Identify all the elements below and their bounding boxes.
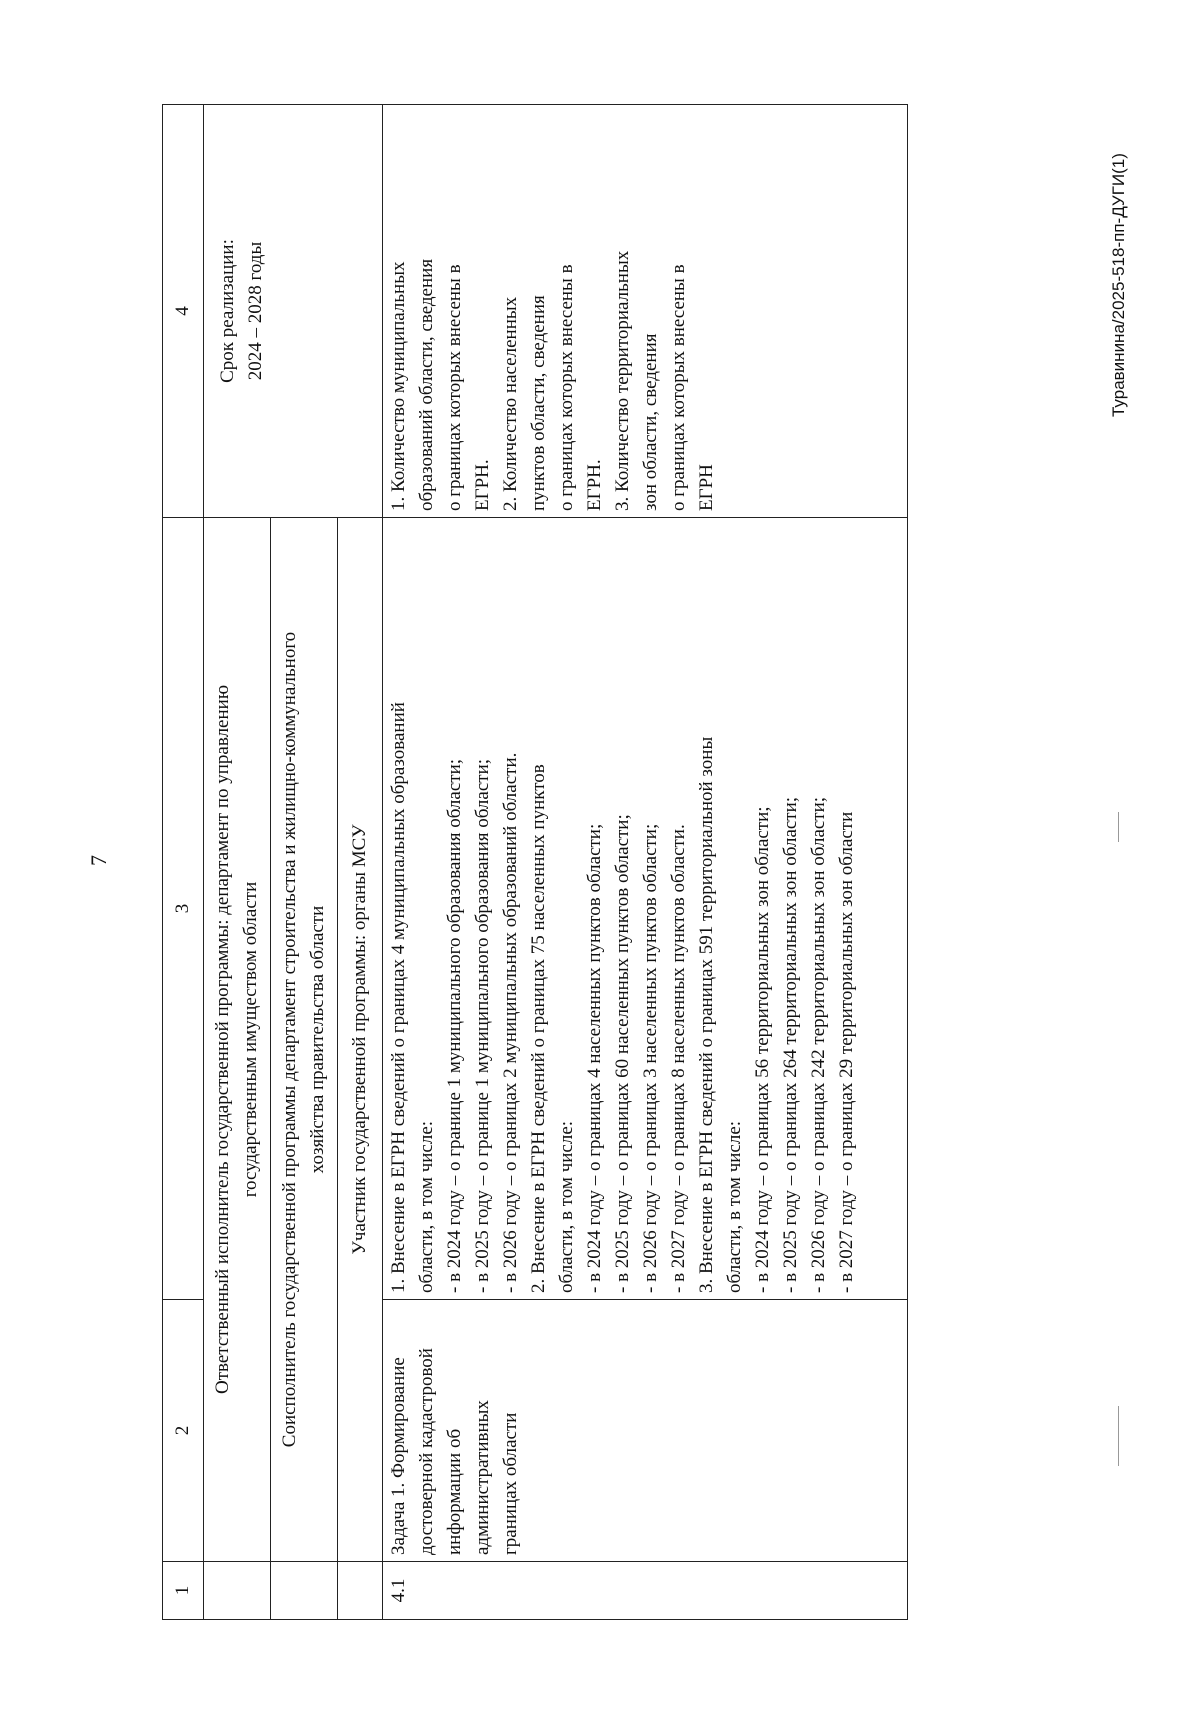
effects-line: 3. Внесение в ЕГРН сведений о границах 591 территориальной зоны — [696, 736, 717, 1293]
scan-mark — [1118, 1406, 1119, 1466]
indicators-line: о границах которых внесены в — [556, 264, 577, 511]
column-header-1: 1 — [163, 1562, 204, 1620]
task-line: границах области — [500, 1412, 521, 1555]
term-years: 2024 – 2028 годы — [245, 241, 266, 381]
effects-line: 1. Внесение в ЕГРН сведений о границах 4 муниципальных образований — [388, 702, 409, 1293]
row-number: 4.1 — [383, 1562, 908, 1620]
coexecutor-cell — [271, 518, 338, 1562]
effects-line: - в 2025 году – о границе 1 муниципального образования области; — [472, 758, 493, 1293]
effects-line: - в 2026 году – о границах 242 территориальных зон области; — [808, 796, 829, 1293]
indicators-cell — [383, 105, 908, 518]
effects-line: области, в том числе: — [724, 1120, 745, 1293]
scan-mark — [1118, 812, 1119, 842]
page-number: 7 — [86, 855, 111, 866]
indicators-line: о границах которых внесены в — [444, 264, 465, 511]
responsible-line: государственным имуществом области — [240, 881, 261, 1198]
effects-line: - в 2025 году – о границах 60 населенных пунктов области; — [612, 814, 633, 1293]
column-header-2: 2 — [163, 1300, 204, 1562]
effects-cell — [383, 518, 908, 1300]
responsible-executor-cell — [204, 518, 271, 1562]
effects-line: - в 2026 году – о границах 3 населенных пунктов области; — [640, 823, 661, 1293]
indicators-line: 2. Количество населенных — [500, 296, 521, 511]
effects-line: - в 2024 году – о границах 4 населенных пунктов области; — [584, 823, 605, 1293]
effects-line: области, в том числе: — [556, 1120, 577, 1293]
indicators-line: зон области, сведения — [640, 333, 661, 511]
effects-line: области, в том числе: — [416, 1120, 437, 1293]
responsible-row — [204, 105, 271, 1620]
term-label: Срок реализации: — [217, 239, 238, 383]
indicators-line: 1. Количество муниципальных — [388, 261, 409, 511]
indicators-line: пунктов области, сведения — [528, 295, 549, 511]
task-line: Задача 1. Формирование — [388, 1357, 409, 1555]
participant-cell: Участник государственной программы: органы МСУ — [338, 518, 383, 1562]
effects-line: - в 2024 году – о границах 56 территориальных зон области; — [752, 806, 773, 1293]
task-cell — [383, 1300, 908, 1562]
table-row-4-1 — [383, 105, 908, 1620]
responsible-line: Ответственный исполнитель государственной программы: департамент по управлению — [212, 684, 233, 1395]
indicators-line: ЕГРН. — [584, 459, 605, 511]
responsible-empty-cell — [204, 1562, 271, 1620]
coexecutor-empty-cell — [271, 1562, 338, 1620]
effects-line: 2. Внесение в ЕГРН сведений о границах 75 населенных пунктов — [528, 764, 549, 1293]
effects-line: - в 2025 году – о границах 264 территориальных зон области; — [780, 796, 801, 1293]
indicators-line: образований области, сведения — [416, 258, 437, 511]
indicators-line: 3. Количество территориальных — [612, 250, 633, 511]
participant-empty-cell — [338, 1562, 383, 1620]
effects-line: - в 2027 году – о границах 8 населенных пунктов области. — [668, 824, 689, 1293]
header-row — [163, 105, 204, 1620]
document-code: Туравинина/2025-518-пп-ДУГИ(1) — [1109, 153, 1128, 417]
effects-line: - в 2026 году – о границах 2 муниципальных образований области. — [500, 752, 521, 1293]
coexecutor-line: Соисполнитель государственной программы департамент строительства и жилищно-коммунального — [279, 631, 300, 1448]
rotated-table-container — [162, 105, 939, 1620]
indicators-line: ЕГРН. — [472, 459, 493, 511]
coexecutor-line: хозяйства правительства области — [307, 905, 328, 1174]
column-header-4: 4 — [163, 105, 204, 518]
indicators-line: о границах которых внесены в — [668, 264, 689, 511]
effects-line: - в 2024 году – о границе 1 муниципального образования области; — [444, 758, 465, 1293]
term-cell — [204, 105, 383, 518]
task-line: административных — [472, 1400, 493, 1555]
task-line: достоверной кадастровой — [416, 1348, 437, 1555]
column-header-3: 3 — [163, 518, 204, 1300]
indicators-line: ЕГРН — [696, 464, 717, 511]
effects-line: - в 2027 году – о границах 29 территориальных зон области — [836, 811, 857, 1293]
program-table — [162, 104, 908, 1620]
task-line: информации об — [444, 1428, 465, 1555]
